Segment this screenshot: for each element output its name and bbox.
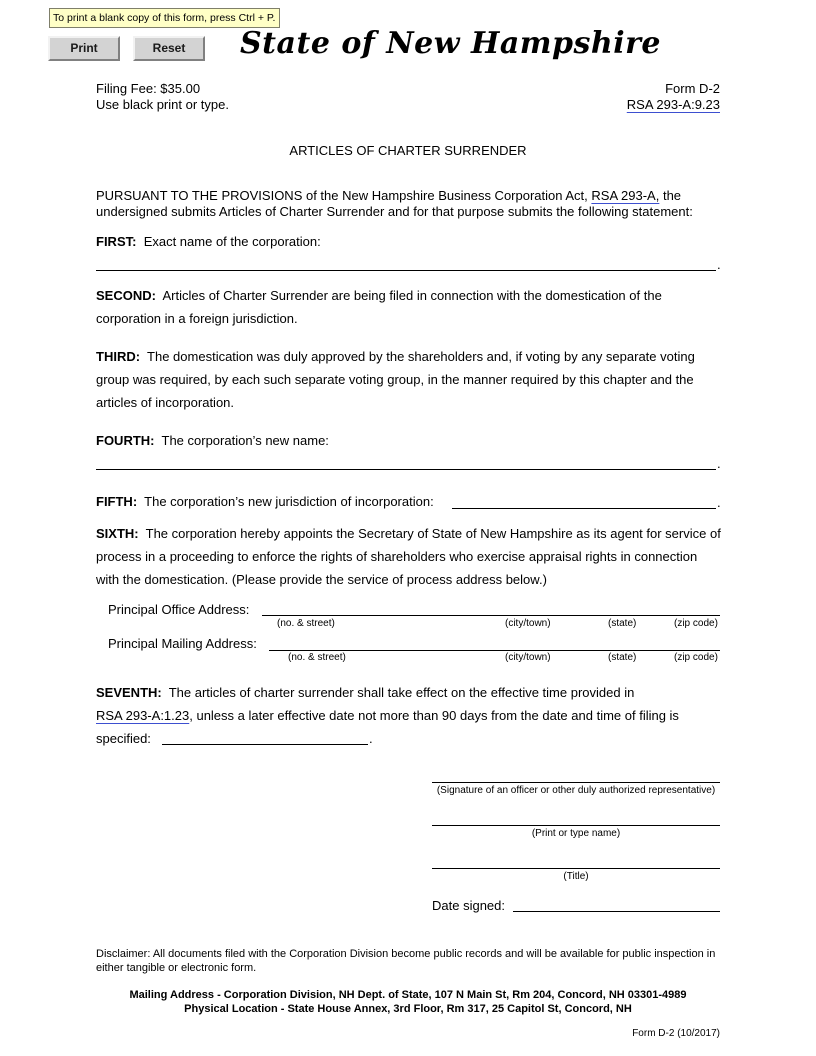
mailing-city-caption: (city/town)	[505, 652, 551, 663]
date-signed-field[interactable]	[513, 894, 720, 910]
office-state-caption: (state)	[608, 618, 637, 629]
office-address-label: Principal Office Address:	[108, 602, 250, 617]
mailing-address: Mailing Address - Corporation Division, NH Dept. of State, 107 N Main St, Rm 204, Concord, NH 03301-4989	[129, 989, 687, 1001]
signature-caption: (Signature of an officer or other duly authorized representative)	[436, 785, 716, 796]
third-text: The domestication was duly approved by the shareholders and, if voting by any separate voting group was required, by each such separate voting group, in the manner required by this chapter and the articles of incorporation.	[96, 349, 695, 410]
period: .	[717, 456, 721, 471]
reset-button[interactable]: Reset	[133, 36, 205, 61]
date-signed-line	[513, 911, 720, 912]
seventh-line2	[96, 708, 679, 723]
pursuant-post: the undersigned submits Articles of Charter Surrender and for that purpose submits the following statement:	[96, 188, 693, 219]
new-name-field[interactable]	[96, 452, 716, 468]
signature-line	[432, 782, 720, 783]
corporation-name-line	[96, 270, 716, 271]
print-button[interactable]: Print	[48, 36, 120, 61]
third-label: THIRD:	[96, 349, 141, 364]
period: .	[717, 257, 721, 272]
sixth-label: SIXTH:	[96, 526, 139, 541]
second-label: SECOND:	[96, 288, 156, 303]
first-item	[96, 234, 321, 249]
corporation-name-field[interactable]	[96, 253, 716, 269]
sixth-item	[96, 522, 721, 591]
title-line	[432, 868, 720, 869]
printed-name-line	[432, 825, 720, 826]
fourth-text: The corporation’s new name:	[161, 433, 329, 448]
effective-date-field[interactable]	[162, 728, 368, 744]
third-item	[96, 345, 721, 414]
form-version: Form D-2 (10/2017)	[632, 1028, 720, 1039]
rsa-link-header[interactable]: RSA 293-A:9.23	[626, 97, 720, 112]
print-tooltip: To print a blank copy of this form, press Ctrl + P.	[49, 8, 280, 28]
pursuant-paragraph	[96, 188, 721, 220]
jurisdiction-field[interactable]	[452, 491, 716, 507]
fifth-text: The corporation’s new jurisdiction of incorporation:	[144, 494, 434, 509]
seventh-item	[96, 685, 634, 700]
office-address-field[interactable]	[262, 599, 720, 615]
title-caption: (Title)	[563, 871, 589, 882]
jurisdiction-line	[452, 508, 716, 509]
fourth-item	[96, 433, 329, 448]
sixth-text: The corporation hereby appoints the Secretary of State of New Hampshire as its agent for service of process in a proceeding to enforce the rights of shareholders who exercise appraisal rights in connection with the domestication. (Please provide the service of process address below.)	[96, 526, 721, 587]
signature-field[interactable]	[432, 765, 720, 781]
date-signed-label: Date signed:	[432, 898, 505, 913]
fifth-label: FIFTH:	[96, 494, 138, 509]
mailing-address-line	[269, 650, 720, 651]
form-title: ARTICLES OF CHARTER SURRENDER	[289, 143, 527, 158]
seventh-text1: The articles of charter surrender shall take effect on the effective time provided in	[168, 685, 635, 700]
period: .	[717, 495, 721, 510]
mailing-address-field[interactable]	[269, 633, 720, 649]
mailing-state-caption: (state)	[608, 652, 637, 663]
seventh-text2: , unless a later effective date not more than 90 days from the date and time of filing is	[189, 708, 679, 723]
print-instruction: Use black print or type.	[96, 97, 229, 112]
filing-fee: Filing Fee: $35.00	[96, 81, 201, 96]
seventh-label: SEVENTH:	[96, 685, 162, 700]
first-text: Exact name of the corporation:	[143, 234, 321, 249]
disclaimer: Disclaimer: All documents filed with the Corporation Division become public records and will be available for public inspection in either tangible or electronic form.	[96, 948, 716, 974]
period: .	[369, 731, 373, 746]
printed-name-caption: (Print or type name)	[531, 828, 621, 839]
mailing-address-label: Principal Mailing Address:	[108, 636, 257, 651]
form-id: Form D-2	[665, 81, 720, 96]
office-city-caption: (city/town)	[505, 618, 551, 629]
specified-label: specified:	[96, 731, 151, 746]
office-address-line	[262, 615, 720, 616]
mailing-zip-caption: (zip code)	[674, 652, 718, 663]
mailing-street-caption: (no. & street)	[288, 652, 346, 663]
rsa-link-seventh[interactable]: RSA 293-A:1.23	[96, 708, 190, 723]
physical-location: Physical Location - State House Annex, 3rd Floor, Rm 317, 25 Capitol St, Concord, NH	[184, 1003, 632, 1015]
pursuant-pre: PURSUANT TO THE PROVISIONS of the New Hampshire Business Corporation Act,	[96, 188, 588, 203]
rsa-link-pursuant[interactable]: RSA 293-A,	[591, 188, 660, 203]
first-label: FIRST:	[96, 234, 137, 249]
printed-name-field[interactable]	[432, 808, 720, 824]
office-street-caption: (no. & street)	[277, 618, 335, 629]
second-text: Articles of Charter Surrender are being filed in connection with the domestication of the corporation in a foreign jurisdiction.	[96, 288, 662, 326]
new-name-line	[96, 469, 716, 470]
effective-date-line	[162, 744, 368, 745]
second-item	[96, 284, 721, 330]
title-field[interactable]	[432, 851, 720, 867]
page-title: State of New Hampshire	[240, 26, 661, 61]
fifth-item	[96, 494, 434, 509]
office-zip-caption: (zip code)	[674, 618, 718, 629]
fourth-label: FOURTH:	[96, 433, 155, 448]
